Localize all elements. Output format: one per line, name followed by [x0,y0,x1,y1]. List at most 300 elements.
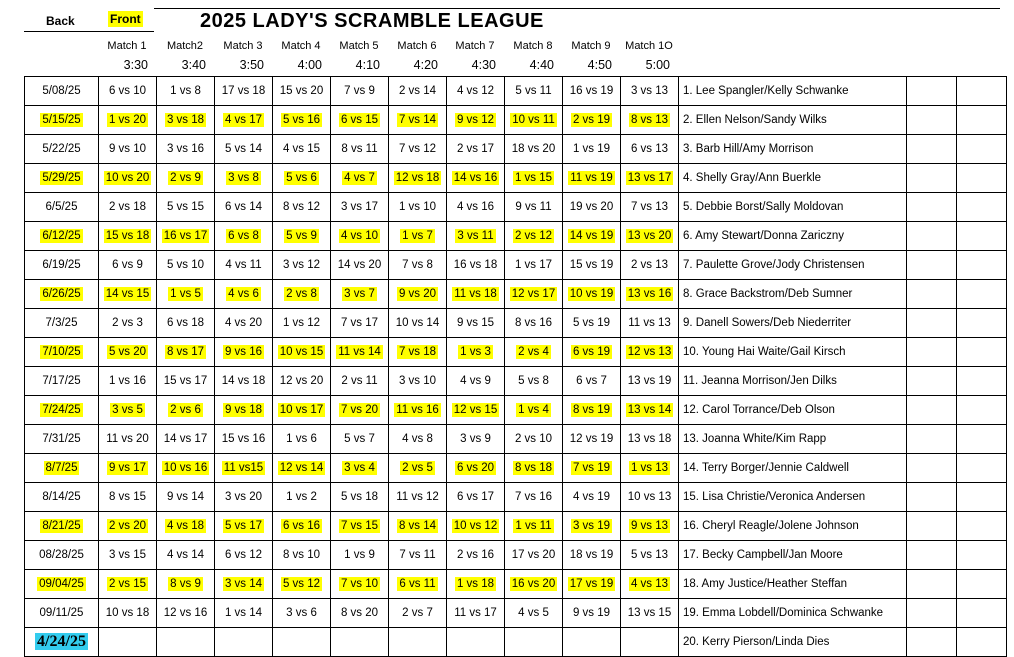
matchup-text: 1 vs 8 [170,85,201,97]
table-row [25,570,1007,599]
matchup-cell [389,483,447,512]
table-row [25,599,1007,628]
date-text: 7/3/25 [45,317,78,329]
matchup-text: 6 vs 16 [282,520,321,532]
matchup-cell [99,396,157,425]
matchup-text: 4 vs 14 [166,549,205,561]
matchup-text: 2 vs 15 [108,578,147,590]
team-name-cell: 10. Young Hai Waite/Gail Kirsch [679,338,907,367]
matchup-cell [99,309,157,338]
matchup-cell [273,367,331,396]
matchup-text: 7 vs 19 [572,462,611,474]
date-cell [25,570,99,599]
matchup-cell [331,483,389,512]
matchup-cell [505,512,563,541]
matchup-text: 1 vs 5 [170,288,201,300]
matchup-cell [389,280,447,309]
matchup-text: 4 vs 20 [224,317,263,329]
matchup-cell [621,454,679,483]
matchup-cell [505,599,563,628]
matchup-cell [331,280,389,309]
matchup-text: 3 vs 6 [286,607,317,619]
matchup-cell [621,483,679,512]
matchup-cell [447,628,505,657]
matchup-text: 9 vs 20 [398,288,437,300]
matchup-cell [215,77,273,106]
matchup-cell [447,570,505,599]
matchup-cell [447,309,505,338]
front-tab[interactable]: Front [110,12,141,26]
match-time-10: 5:00 [645,58,670,72]
matchup-text: 15 vs 20 [279,85,324,97]
matchup-cell [563,454,621,483]
matchup-text: 7 vs 14 [398,114,437,126]
team-name-cell: 17. Becky Campbell/Jan Moore [679,541,907,570]
matchup-cell [447,280,505,309]
matchup-text: 5 vs 6 [286,172,317,184]
matchup-cell [447,512,505,541]
matchup-cell [621,541,679,570]
matchup-text: 2 vs 12 [514,230,553,242]
matchup-text: 1 vs 4 [518,404,549,416]
empty-cell [907,367,957,396]
table-row [25,628,1007,657]
match-time-3: 3:50 [239,58,264,72]
matchup-cell [389,396,447,425]
schedule-table [24,76,1007,657]
matchup-text: 11 vs 19 [570,172,613,184]
matchup-cell [157,628,215,657]
matchup-cell [157,541,215,570]
matchup-text: 13 vs 15 [627,607,672,619]
matchup-text: 11 vs 14 [338,346,381,358]
matchup-text: 12 vs 15 [453,404,498,416]
date-text: 5/29/25 [42,172,81,184]
matchup-cell [157,483,215,512]
header-rule [154,8,1000,9]
matchup-text: 4 vs 18 [166,520,205,532]
matchup-text: 3 vs 9 [460,433,491,445]
matchup-text: 6 vs 20 [456,462,495,474]
matchup-text: 2 vs 11 [341,375,378,387]
matchup-text: 8 vs 20 [340,607,379,619]
back-tab[interactable]: Back [46,14,75,28]
matchup-text: 3 vs 10 [398,375,437,387]
matchup-cell [273,251,331,280]
matchup-cell [621,367,679,396]
matchup-cell [215,425,273,454]
team-name-cell: 4. Shelly Gray/Ann Buerkle [679,164,907,193]
matchup-cell [273,164,331,193]
matchup-text: 7 vs 15 [340,520,379,532]
matchup-text: 4 vs 9 [460,375,491,387]
matchup-cell [621,280,679,309]
page-title: 2025 LADY'S SCRAMBLE LEAGUE [200,10,544,32]
matchup-text: 6 vs 17 [456,491,495,503]
matchup-cell [563,512,621,541]
matchup-text: 3 vs 19 [572,520,611,532]
matchup-text: 2 vs 5 [402,462,433,474]
matchup-text: 3 vs 4 [344,462,375,474]
table-row [25,338,1007,367]
match-header-7: Match 7 [455,40,495,52]
matchup-cell [215,222,273,251]
match-header-10: Match 1O [625,40,673,52]
matchup-cell [157,425,215,454]
matchup-text: 1 vs 10 [398,201,437,213]
matchup-cell [331,367,389,396]
matchup-cell [563,599,621,628]
matchup-cell [621,570,679,599]
matchup-cell [331,512,389,541]
matchup-text: 10 vs 16 [163,462,208,474]
matchup-text: 2 vs 19 [572,114,611,126]
team-name-cell: 5. Debbie Borst/Sally Moldovan [679,193,907,222]
matchup-text: 9 vs 10 [108,143,147,155]
table-row [25,280,1007,309]
matchup-text: 9 vs 13 [630,520,669,532]
matchup-cell [563,367,621,396]
matchup-text: 16 vs 20 [511,578,556,590]
matchup-cell [447,106,505,135]
matchup-text: 5 vs 8 [518,375,549,387]
matchup-cell [215,338,273,367]
matchup-text: 15 vs 16 [221,433,266,445]
matchup-text: 16 vs 19 [569,85,614,97]
table-row [25,483,1007,512]
matchup-text: 3 vs 5 [112,404,143,416]
matchup-text: 13 vs 18 [627,433,672,445]
matchup-text: 1 vs 7 [402,230,433,242]
date-text: 5/08/25 [42,85,81,97]
team-name-cell: 14. Terry Borger/Jennie Caldwell [679,454,907,483]
matchup-text: 9 vs 16 [224,346,263,358]
matchup-cell [273,77,331,106]
matchup-text: 1 vs 16 [108,375,147,387]
matchup-text: 3 vs 11 [457,230,494,242]
matchup-cell [447,77,505,106]
team-name-cell: 3. Barb Hill/Amy Morrison [679,135,907,164]
matchup-cell [331,135,389,164]
empty-cell [957,599,1007,628]
matchup-cell [389,512,447,541]
matchup-text: 5 vs 13 [630,549,669,561]
matchup-text: 11 vs 16 [396,404,439,416]
matchup-text: 2 vs 4 [518,346,549,358]
empty-cell [907,280,957,309]
matchup-cell [563,106,621,135]
empty-cell [957,280,1007,309]
matchup-cell [99,483,157,512]
matchup-cell [99,280,157,309]
matchup-text: 8 vs 15 [108,491,147,503]
matchup-cell [273,512,331,541]
matchup-cell [99,512,157,541]
matchup-cell [273,541,331,570]
matchup-text: 3 vs 20 [224,491,263,503]
matchup-text: 4 vs 7 [344,172,375,184]
matchup-cell [563,251,621,280]
matchup-text: 2 vs 9 [170,172,201,184]
matchup-cell [215,135,273,164]
matchup-text: 16 vs 18 [453,259,498,271]
empty-cell [957,483,1007,512]
team-name-cell: 6. Amy Stewart/Donna Zariczny [679,222,907,251]
matchup-cell [447,251,505,280]
matchup-text: 7 vs 20 [340,404,379,416]
matchup-cell [99,77,157,106]
matchup-text: 3 vs 18 [166,114,205,126]
matchup-cell [331,628,389,657]
matchup-text: 5 vs 18 [340,491,379,503]
matchup-cell [621,77,679,106]
matchup-cell [389,338,447,367]
matchup-cell [447,367,505,396]
matchup-text: 5 vs 20 [108,346,147,358]
matchup-cell [99,135,157,164]
matchup-cell [389,570,447,599]
matchup-cell [273,454,331,483]
matchup-cell [157,338,215,367]
matchup-cell [99,425,157,454]
matchup-cell [331,599,389,628]
date-cell [25,454,99,483]
matchup-cell [215,193,273,222]
matchup-text: 3 vs 7 [344,288,375,300]
matchup-cell [215,628,273,657]
matchup-text: 11 vs15 [223,462,264,474]
matchup-text: 8 vs 19 [572,404,611,416]
date-text: 08/28/25 [39,549,84,561]
matchup-text: 7 vs 8 [402,259,433,271]
date-cell [25,425,99,454]
matchup-cell [621,193,679,222]
matchup-text: 7 vs 17 [340,317,379,329]
match-header-2: Match2 [166,40,204,52]
matchup-text: 2 vs 20 [108,520,147,532]
date-cell [25,222,99,251]
matchup-text: 5 vs 17 [224,520,263,532]
empty-cell [907,425,957,454]
matchup-text: 4 vs 8 [402,433,433,445]
matchup-text: 13 vs 19 [627,375,672,387]
matchup-text: 10 vs 15 [279,346,324,358]
matchup-cell [99,454,157,483]
matchup-text: 4 vs 19 [572,491,611,503]
matchup-cell [505,570,563,599]
matchup-cell [447,222,505,251]
empty-cell [907,309,957,338]
empty-cell [907,77,957,106]
date-text: 7/17/25 [42,375,81,387]
matchup-cell [505,628,563,657]
date-cell [25,483,99,512]
date-text: 6/12/25 [42,230,81,242]
matchup-cell [215,367,273,396]
matchup-text: 11 vs 18 [454,288,497,300]
matchup-cell [621,628,679,657]
matchup-cell [157,309,215,338]
matchup-cell [563,425,621,454]
matchup-text: 8 vs 12 [282,201,321,213]
date-text: 5/15/25 [42,114,81,126]
matchup-cell [563,77,621,106]
matchup-text: 16 vs 17 [163,230,208,242]
matchup-text: 6 vs 12 [224,549,263,561]
match-header-6: Match 6 [397,40,437,52]
matchup-cell [389,541,447,570]
matchup-cell [563,135,621,164]
matchup-text: 9 vs 18 [224,404,263,416]
matchup-text: 1 vs 19 [572,143,611,155]
matchup-text: 7 vs 16 [514,491,553,503]
matchup-text: 13 vs 20 [627,230,672,242]
matchup-cell [505,106,563,135]
matchup-cell [99,570,157,599]
matchup-text: 7 vs 9 [344,85,375,97]
table-row [25,367,1007,396]
matchup-cell [331,309,389,338]
matchup-cell [157,367,215,396]
matchup-cell [215,570,273,599]
date-text: 4/24/25 [37,633,86,650]
date-text: 8/21/25 [42,520,81,532]
matchup-text: 14 vs 20 [337,259,382,271]
matchup-text: 4 vs 15 [282,143,321,155]
match-time-1: 3:30 [123,58,148,72]
matchup-text: 13 vs 14 [627,404,672,416]
matchup-cell [563,193,621,222]
matchup-text: 1 vs 17 [514,259,553,271]
matchup-text: 7 vs 13 [630,201,669,213]
matchup-cell [99,251,157,280]
matchup-cell [563,338,621,367]
matchup-cell [157,599,215,628]
matchup-cell [621,338,679,367]
matchup-cell [621,599,679,628]
empty-cell [907,338,957,367]
matchup-cell [505,309,563,338]
matchup-cell [505,338,563,367]
match-time-6: 4:20 [413,58,438,72]
matchup-text: 14 vs 18 [221,375,266,387]
date-text: 6/26/25 [42,288,81,300]
matchup-cell [215,454,273,483]
matchup-text: 13 vs 16 [627,288,672,300]
matchup-cell [505,483,563,512]
matchup-cell [157,454,215,483]
team-name-cell: 2. Ellen Nelson/Sandy Wilks [679,106,907,135]
matchup-text: 14 vs 15 [105,288,150,300]
matchup-text: 9 vs 19 [572,607,611,619]
matchup-cell [157,193,215,222]
matchup-text: 2 vs 14 [398,85,437,97]
matchup-text: 6 vs 11 [399,578,436,590]
team-name-cell: 11. Jeanna Morrison/Jen Dilks [679,367,907,396]
matchup-cell [621,251,679,280]
matchup-text: 2 vs 16 [456,549,495,561]
matchup-cell [99,106,157,135]
team-name-cell: 19. Emma Lobdell/Dominica Schwanke [679,599,907,628]
match-time-4: 4:00 [297,58,322,72]
matchup-text: 8 vs 18 [514,462,553,474]
sheet-header [0,0,1014,76]
matchup-cell [273,193,331,222]
matchup-cell [273,280,331,309]
matchup-cell [389,309,447,338]
matchup-cell [215,396,273,425]
match-time-9: 4:50 [587,58,612,72]
matchup-cell [273,425,331,454]
matchup-cell [563,541,621,570]
matchup-cell [505,396,563,425]
matchup-cell [331,164,389,193]
team-name-cell: 13. Joanna White/Kim Rapp [679,425,907,454]
matchup-cell [389,193,447,222]
matchup-cell [563,280,621,309]
matchup-text: 1 vs 2 [286,491,317,503]
matchup-text: 5 vs 7 [344,433,375,445]
tab-underline [24,31,154,32]
matchup-text: 14 vs 19 [569,230,614,242]
empty-cell [957,106,1007,135]
date-text: 7/10/25 [42,346,81,358]
matchup-text: 2 vs 13 [630,259,669,271]
table-row [25,309,1007,338]
matchup-cell [215,541,273,570]
matchup-text: 12 vs 14 [279,462,324,474]
matchup-text: 1 vs 20 [108,114,147,126]
matchup-cell [505,367,563,396]
match-header-1: Match 1 [107,40,147,52]
team-name-cell: 18. Amy Justice/Heather Steffan [679,570,907,599]
matchup-cell [505,77,563,106]
match-time-8: 4:40 [529,58,554,72]
matchup-text: 19 vs 20 [569,201,614,213]
matchup-text: 10 vs 18 [105,607,150,619]
table-row [25,106,1007,135]
matchup-cell [331,454,389,483]
date-cell [25,338,99,367]
date-cell [25,599,99,628]
empty-cell [957,541,1007,570]
matchup-text: 6 vs 10 [108,85,147,97]
matchup-cell [331,541,389,570]
match-header-5: Match 5 [339,40,379,52]
matchup-cell [331,570,389,599]
matchup-text: 17 vs 19 [569,578,614,590]
empty-cell [957,222,1007,251]
matchup-text: 4 vs 6 [228,288,259,300]
matchup-text: 14 vs 17 [163,433,208,445]
matchup-cell [331,251,389,280]
team-name-cell: 1. Lee Spangler/Kelly Schwanke [679,77,907,106]
matchup-cell [331,77,389,106]
empty-cell [907,454,957,483]
matchup-cell [447,135,505,164]
date-cell [25,193,99,222]
date-text: 8/14/25 [42,491,81,503]
matchup-cell [273,483,331,512]
matchup-text: 1 vs 13 [630,462,669,474]
empty-cell [957,628,1007,657]
matchup-text: 6 vs 19 [572,346,611,358]
matchup-cell [505,454,563,483]
table-row [25,541,1007,570]
matchup-cell [99,628,157,657]
matchup-cell [331,106,389,135]
matchup-text: 4 vs 13 [630,578,669,590]
